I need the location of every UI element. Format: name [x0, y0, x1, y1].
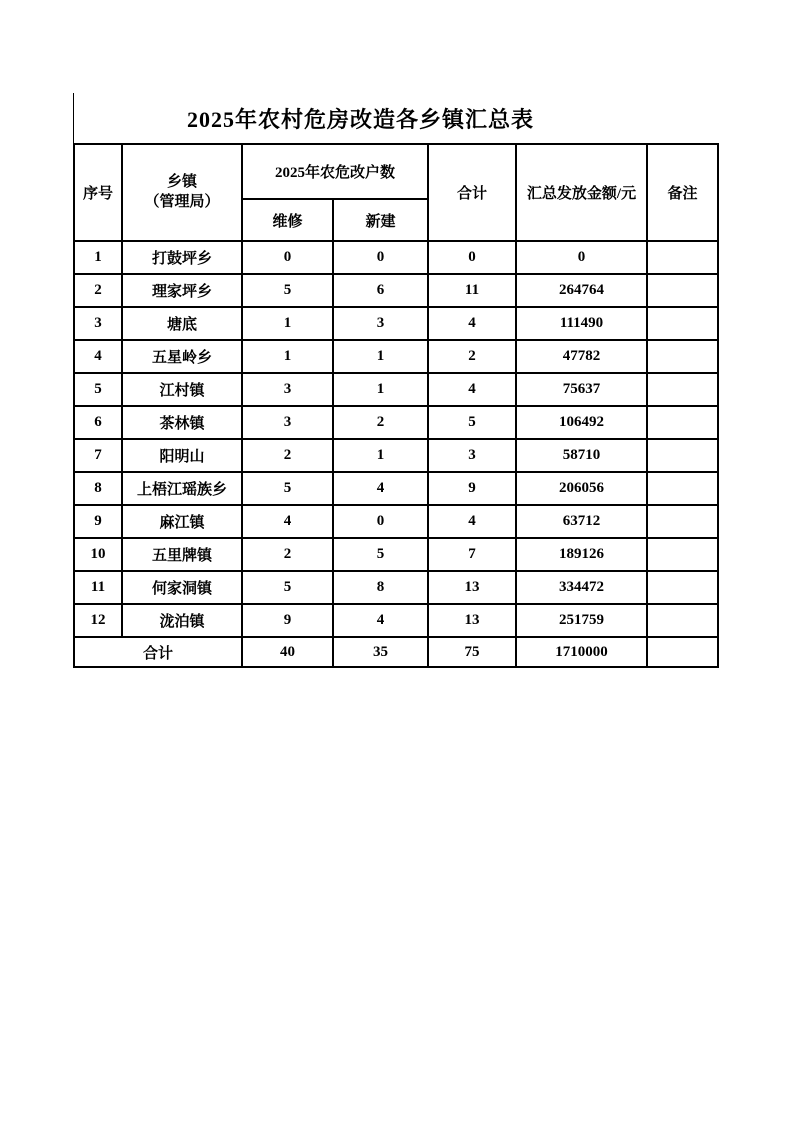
- cell-new-build: 8: [333, 571, 428, 604]
- cell-new-build: 0: [333, 241, 428, 274]
- cell-subtotal: 4: [428, 505, 516, 538]
- cell-new-build: 4: [333, 604, 428, 637]
- cell-new-build: 2: [333, 406, 428, 439]
- cell-town: 阳明山: [122, 439, 242, 472]
- cell-seq: 5: [74, 373, 122, 406]
- cell-new-build: 0: [333, 505, 428, 538]
- header-repair: 维修: [242, 199, 333, 241]
- cell-repair: 4: [242, 505, 333, 538]
- cell-amount: 251759: [516, 604, 647, 637]
- cell-amount: 334472: [516, 571, 647, 604]
- cell-town: 五里牌镇: [122, 538, 242, 571]
- cell-new-build: 3: [333, 307, 428, 340]
- cell-seq: 3: [74, 307, 122, 340]
- cell-repair: 5: [242, 472, 333, 505]
- summary-document: [73, 93, 719, 668]
- cell-remark: [647, 340, 718, 373]
- table-row: [74, 538, 718, 571]
- cell-repair: 3: [242, 406, 333, 439]
- table-row: [74, 505, 718, 538]
- cell-seq: 10: [74, 538, 122, 571]
- cell-repair: 5: [242, 274, 333, 307]
- cell-remark: [647, 307, 718, 340]
- cell-subtotal: 3: [428, 439, 516, 472]
- cell-subtotal: 7: [428, 538, 516, 571]
- header-remark: 备注: [647, 144, 718, 241]
- cell-new-build: 1: [333, 439, 428, 472]
- cell-subtotal: 9: [428, 472, 516, 505]
- table-row: [74, 241, 718, 274]
- cell-subtotal: 5: [428, 406, 516, 439]
- table-row: [74, 307, 718, 340]
- table-row: [74, 406, 718, 439]
- cell-town: 上梧江瑶族乡: [122, 472, 242, 505]
- cell-subtotal: 13: [428, 571, 516, 604]
- cell-amount: 264764: [516, 274, 647, 307]
- header-subtotal: 合计: [428, 144, 516, 241]
- cell-new-build: 1: [333, 340, 428, 373]
- header-group-households: 2025年农危改户数: [242, 144, 428, 199]
- total-remark: [647, 637, 718, 667]
- cell-remark: [647, 439, 718, 472]
- cell-amount: 111490: [516, 307, 647, 340]
- title-block: [73, 93, 647, 143]
- cell-repair: 5: [242, 571, 333, 604]
- header-seq: 序号: [74, 144, 122, 241]
- cell-new-build: 5: [333, 538, 428, 571]
- cell-seq: 1: [74, 241, 122, 274]
- cell-town: 理家坪乡: [122, 274, 242, 307]
- cell-subtotal: 4: [428, 373, 516, 406]
- cell-amount: 75637: [516, 373, 647, 406]
- cell-seq: 4: [74, 340, 122, 373]
- cell-repair: 2: [242, 538, 333, 571]
- cell-remark: [647, 406, 718, 439]
- cell-repair: 2: [242, 439, 333, 472]
- cell-amount: 47782: [516, 340, 647, 373]
- document-title: 2025年农村危房改造各乡镇汇总表: [186, 106, 534, 132]
- cell-seq: 9: [74, 505, 122, 538]
- cell-repair: 1: [242, 340, 333, 373]
- cell-amount: 206056: [516, 472, 647, 505]
- cell-remark: [647, 571, 718, 604]
- table-row: [74, 571, 718, 604]
- cell-new-build: 1: [333, 373, 428, 406]
- cell-amount: 189126: [516, 538, 647, 571]
- cell-new-build: 4: [333, 472, 428, 505]
- cell-subtotal: 4: [428, 307, 516, 340]
- cell-town: 打鼓坪乡: [122, 241, 242, 274]
- header-amount: 汇总发放金额/元: [516, 144, 647, 241]
- cell-remark: [647, 274, 718, 307]
- cell-town: 麻江镇: [122, 505, 242, 538]
- total-amount: 1710000: [516, 637, 647, 667]
- table-row: [74, 340, 718, 373]
- table-row: [74, 274, 718, 307]
- cell-amount: 58710: [516, 439, 647, 472]
- total-new-build: 35: [333, 637, 428, 667]
- cell-town: 泷泊镇: [122, 604, 242, 637]
- cell-amount: 106492: [516, 406, 647, 439]
- cell-new-build: 6: [333, 274, 428, 307]
- cell-subtotal: 0: [428, 241, 516, 274]
- header-town-line1: 乡镇: [166, 174, 197, 190]
- cell-repair: 1: [242, 307, 333, 340]
- cell-town: 茶林镇: [122, 406, 242, 439]
- cell-town: 江村镇: [122, 373, 242, 406]
- cell-town: 塘底: [122, 307, 242, 340]
- cell-seq: 8: [74, 472, 122, 505]
- cell-amount: 63712: [516, 505, 647, 538]
- total-repair: 40: [242, 637, 333, 667]
- cell-subtotal: 11: [428, 274, 516, 307]
- cell-remark: [647, 472, 718, 505]
- cell-remark: [647, 604, 718, 637]
- cell-amount: 0: [516, 241, 647, 274]
- summary-table: [73, 143, 719, 668]
- cell-seq: 2: [74, 274, 122, 307]
- cell-subtotal: 2: [428, 340, 516, 373]
- cell-repair: 0: [242, 241, 333, 274]
- cell-repair: 3: [242, 373, 333, 406]
- cell-town: 何家洞镇: [122, 571, 242, 604]
- total-subtotal: 75: [428, 637, 516, 667]
- table-row: [74, 604, 718, 637]
- cell-remark: [647, 505, 718, 538]
- cell-seq: 6: [74, 406, 122, 439]
- cell-town: 五星岭乡: [122, 340, 242, 373]
- table-row: [74, 472, 718, 505]
- cell-repair: 9: [242, 604, 333, 637]
- cell-seq: 11: [74, 571, 122, 604]
- header-new-build: 新建: [333, 199, 428, 241]
- table-row: [74, 439, 718, 472]
- header-town-line2: （管理局）: [144, 193, 220, 210]
- cell-subtotal: 13: [428, 604, 516, 637]
- cell-remark: [647, 373, 718, 406]
- cell-seq: 7: [74, 439, 122, 472]
- cell-remark: [647, 538, 718, 571]
- cell-remark: [647, 241, 718, 274]
- total-label: 合计: [74, 637, 242, 667]
- total-row: [74, 637, 718, 667]
- cell-seq: 12: [74, 604, 122, 637]
- header-town: [122, 144, 242, 241]
- table-row: [74, 373, 718, 406]
